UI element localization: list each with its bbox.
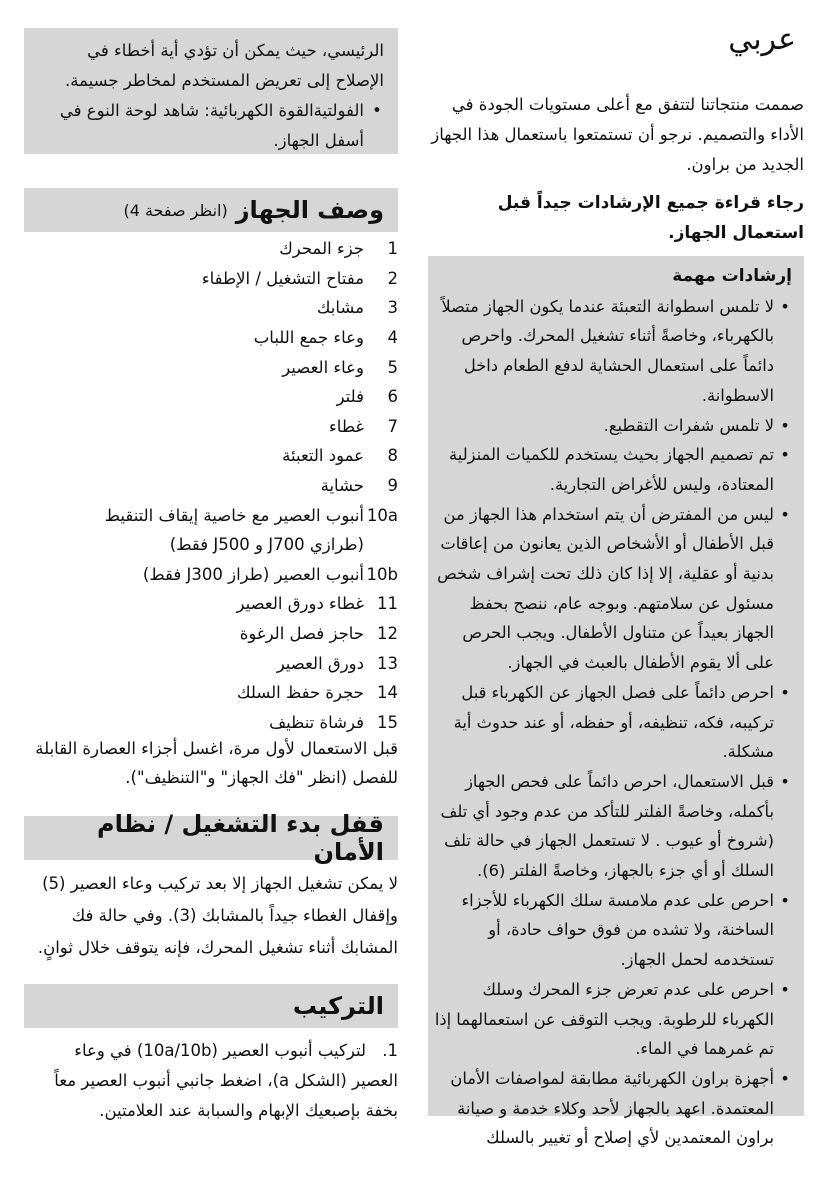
- safety-item: [434, 975, 792, 1064]
- part-label: فلتر: [336, 387, 364, 407]
- bullet-icon: •: [780, 1068, 790, 1088]
- part-label: (طرازي J700 و J500 فقط): [169, 535, 364, 555]
- lock-heading-bar: [24, 810, 398, 866]
- language-title: عربي: [728, 22, 796, 57]
- part-row: [24, 530, 398, 560]
- part-label: وعاء جمع اللباب: [253, 328, 364, 348]
- part-number: 4: [387, 328, 398, 348]
- bullet-icon: •: [780, 890, 790, 910]
- part-number: 8: [387, 446, 398, 466]
- lock-text: لا يمكن تشغيل الجهاز إلا بعد تركيب وعاء العصير (5) وإقفال الغطاء جيداً بالمشابك (3). وفي حالة فك المشابك أثناء تشغيل المحرك، فإنه يتوقف خلال ثوانٍ.: [37, 874, 398, 957]
- safety-item-text: لا تلمس شفرات التقطيع.: [603, 415, 774, 435]
- voltage-cont: أسفل الجهاز.: [273, 131, 364, 150]
- safety-item: [434, 886, 792, 975]
- part-row: [24, 382, 398, 412]
- part-row: [24, 234, 398, 264]
- part-row: [24, 589, 398, 619]
- assembly-step: [24, 1036, 398, 1126]
- safety-item: [434, 500, 792, 678]
- part-label: وعاء العصير: [282, 357, 364, 377]
- part-row: [24, 648, 398, 678]
- part-row: [24, 323, 398, 353]
- part-label: حجرة حفظ السلك: [237, 683, 364, 703]
- voltage-line: الفولتيةالقوة الكهربائية: شاهد لوحة النوع في: [59, 101, 364, 120]
- part-row: [24, 412, 398, 442]
- part-label: فرشاة تنظيف: [269, 712, 364, 732]
- bullet-icon: •: [780, 682, 790, 702]
- bullet-icon: •: [780, 771, 790, 791]
- bullet-icon: •: [780, 445, 790, 465]
- part-label: مفتاح التشغيل / الإطفاء: [201, 268, 364, 288]
- safety-item: [434, 1064, 792, 1153]
- lock-title: قفل بدء التشغيل / نظام الأمان: [97, 810, 384, 866]
- assembly-title: التركيب: [292, 992, 384, 1020]
- before-first-use: قبل الاستعمال لأول مرة، اغسل أجزاء العصارة القابلة للفصل (انظر "فك الجهاز" و"التنظيف").: [35, 739, 398, 787]
- voltage-item: [34, 96, 384, 126]
- part-number: 9: [387, 476, 398, 496]
- safety-item: [434, 767, 792, 886]
- bullet-icon: •: [780, 415, 790, 435]
- description-subtitle: (انظر صفحة 4): [123, 200, 228, 220]
- safety-item-text: احرص على عدم تعرض جزء المحرك وسلك الكهرباء للرطوبة. ويجب التوقف عن استعمالهما إذا تم غمرهما في الماء.: [434, 979, 774, 1059]
- part-row: [24, 500, 398, 530]
- safety-item: [434, 440, 792, 499]
- safety-item: [434, 678, 792, 767]
- safety-item-text: ليس من المفترض أن يتم استخدام هذا الجهاز من قبل الأطفال أو الأشخاص الذين يعانون من إعاقات بدنية أو عقلية، إلا إذا كان ذلك تحت إشراف شخص مسئول عن سلامتهم. وبوجه عام، ننصح بحفظ الجهاز بعيداً عن متناول الأطفال. ويجب الحرص على ألا يقوم الأطفال بالعبث في الجهاز.: [437, 504, 774, 673]
- part-row: [24, 441, 398, 471]
- part-number: 13: [377, 653, 398, 673]
- part-row: [24, 560, 398, 590]
- bullet-icon: •: [780, 504, 790, 524]
- part-label: عمود التعبئة: [282, 446, 364, 466]
- part-number: 2: [387, 268, 398, 288]
- part-row: [24, 293, 398, 323]
- part-number: 5: [387, 357, 398, 377]
- bullet-icon: •: [780, 296, 790, 316]
- bullet-icon: •: [780, 979, 790, 999]
- safety-box: [428, 256, 804, 1148]
- safety-item-text: تم تصميم الجهاز بحيث يستخدم للكميات المنزلية المعتادة، وليس للأغراض التجارية.: [449, 445, 774, 494]
- part-number: 1: [387, 239, 398, 259]
- part-label: غطاء دورق العصير: [236, 594, 364, 614]
- part-number: 12: [377, 624, 398, 644]
- part-label: جزء المحرك: [279, 239, 364, 259]
- part-row: [24, 678, 398, 708]
- safety-item-text: لا تلمس اسطوانة التعبئة عندما يكون الجهاز متصلاً بالكهرباء، وخاصةً أثناء تشغيل المحرك. واحرص دائماً على استعمال الحشاية لدفع الطعام داخل الاسطوانة.: [441, 296, 774, 405]
- notice-continuation: الرئيسي، حيث يمكن أن تؤدي أية أخطاء في الإصلاح إلى تعريض المستخدم لمخاطر جسيمة.: [65, 41, 384, 90]
- safety-item-text: احرص على عدم ملامسة سلك الكهرباء للأجزاء الساخنة، ولا تشده من فوق حواف حادة، أو تستخدمه لحمل الجهاز.: [461, 890, 774, 970]
- part-label: حشاية: [320, 476, 364, 496]
- part-row: [24, 471, 398, 501]
- description-title: وصف الجهاز: [235, 196, 384, 224]
- part-label: أنبوب العصير (طراز J300 فقط): [142, 564, 364, 584]
- intro-text: صممت منتجاتنا لتتفق مع أعلى مستويات الجودة في الأداء والتصميم. نرجو أن تستمتعوا باستعمال هذا الجهاز الجديد من براون.: [431, 95, 804, 174]
- safety-item-text: احرص دائماً على فصل الجهاز عن الكهرباء قبل تركيبه، فكه، تنظيفه، أو حفظه، أو عند حدوث أية مشكلة.: [453, 682, 774, 762]
- part-number: 11: [377, 594, 398, 614]
- part-row: [24, 352, 398, 382]
- parts-list: [24, 234, 398, 737]
- part-number: 7: [387, 416, 398, 436]
- part-number: 3: [387, 298, 398, 318]
- safety-list: [434, 292, 792, 1153]
- assembly-heading-bar: [24, 984, 398, 1028]
- part-row: [24, 619, 398, 649]
- part-label: حاجز فصل الرغوة: [239, 624, 364, 644]
- part-number: 14: [377, 683, 398, 703]
- part-label: أنبوب العصير مع خاصية إيقاف التنقيط: [104, 505, 364, 525]
- safety-title: إرشادات مهمة: [672, 266, 792, 286]
- safety-item: [434, 411, 792, 441]
- safety-item-text: أجهزة براون الكهربائية مطابقة لمواصفات الأمان المعتمدة. اعهد بالجهاز لأحد وكلاء خدمة و صيانة براون المعتمدين لأي إصلاح أو تغيير بالسلك: [450, 1068, 774, 1148]
- step-number: 1.: [382, 1041, 398, 1060]
- part-label: مشابك: [316, 298, 364, 318]
- left-notice-box: [24, 28, 398, 154]
- safety-item: [434, 292, 792, 411]
- description-heading-bar: [24, 188, 398, 232]
- safety-item-text: قبل الاستعمال، احرص دائماً على فحص الجهاز بأكمله، وخاصةً الفلتر للتأكد من عدم وجود أي تلف (شروخ أو عيوب . لا تستعمل الجهاز في حالة تلف السلك أو أي جزء بالجهاز، وخاصةً الفلتر (6).: [440, 771, 774, 881]
- part-number: 10b: [366, 564, 398, 584]
- part-label: غطاء: [329, 416, 364, 436]
- part-row: [24, 264, 398, 294]
- part-number: 6: [387, 387, 398, 407]
- read-instructions: رجاء قراءة جميع الإرشادات جيداً قبل استعمال الجهاز.: [497, 193, 804, 243]
- part-number: 10a: [366, 505, 398, 525]
- part-row: [24, 708, 398, 738]
- step-text: لتركيب أنبوب العصير (10a/10b) في وعاء العصير (الشكل a)، اضغط جانبي أنبوب العصير معاً بخفة بإصبعيك الإبهام والسبابة عند العلامتين.: [54, 1041, 398, 1120]
- part-label: دورق العصير: [276, 653, 364, 673]
- bullet-icon: •: [372, 101, 382, 120]
- part-number: 15: [377, 712, 398, 732]
